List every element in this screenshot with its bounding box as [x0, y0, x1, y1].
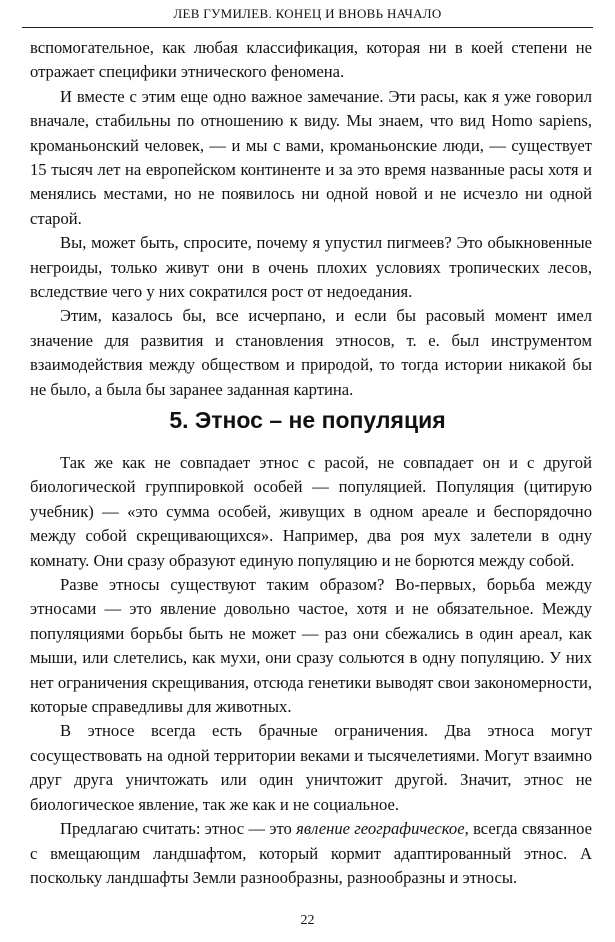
paragraph: Разве этносы существуют таким образом? Во-первых, борьба между этносами — это явление довольно частое, хотя и не обязательное. Между популяциями борьбы быть не может — раз они сбежались в один ареал, как мыши, или слетелись, как мухи, они сразу сольются в одну популяцию. У них нет ограничения скрещивания, отсюда генетики выводят свои закономерности, которые справедливы для животных. — [30, 575, 592, 717]
paragraph-text: , всегда связанное с вмещающим ландшафтом, который кормит адаптированный этнос. А поскольку ландшафты Земли разнообразны, разнообразны и этносы. — [30, 819, 593, 887]
paragraph-text: Предлагаю считать: этнос — это — [60, 819, 297, 839]
header-divider — [22, 27, 593, 28]
body-text-bottom — [30, 451, 592, 890]
page-number: 22 — [300, 913, 315, 928]
paragraph: В этносе всегда есть брачные ограничения. Два этноса могут сосуществовать на одной территории веками и тысячелетиями. Могут взаимно друг друга уничтожать или один уничтожит другой. Значит, этнос не биологическое явление, так же как и не социальное. — [30, 721, 592, 814]
section-heading: 5. Этнос – не популяция — [169, 407, 446, 433]
paragraph: Так же как не совпадает этнос с расой, не совпадает он и с другой биологической группировкой особей — популяцией. Популяция (цитирую учебник) — «это сумма особей, живущих в одном ареале и беспорядочно между собой скрещивающихся». Например, два роя мух залетели в одну комнату. Они сразу образуют единую популяцию и не борются между собой. — [30, 453, 592, 570]
paragraph: вспомогательное, как любая классификация, которая ни в коей степени не отражает специфики этнического феномена. — [30, 38, 592, 82]
paragraph: И вместе с этим еще одно важное замечание. Эти расы, как я уже говорил вначале, стабильны по отношению к виду. Мы знаем, что вид Homo sapiens, кроманьонский человек, — и мы с вами, кроманьонские люди, — существует 15 тысяч лет на европейском континенте и за это время названные расы хотя и менялись местами, но не появилось ни одной новой и не исчезло ни одной старой. — [30, 86, 592, 228]
paragraph: Вы, может быть, спросите, почему я упустил пигмеев? Это обыкновенные негроиды, только живут они в очень плохих условиях тропических лесов, вследствие чего у них сократился рост от недоедания. — [30, 233, 592, 302]
body-text-top — [30, 36, 592, 402]
paragraph: Этим, казалось бы, все исчерпано, и если бы расовый момент имел значение для развития и становления этносов, т. е. был инструментом взаимодействия между обществом и природой, то тогда истории никакой бы не было, а была бы заранее заданная картина. — [30, 306, 592, 399]
paragraph — [30, 817, 592, 890]
running-header: ЛЕВ ГУМИЛЕВ. КОНЕЦ И ВНОВЬ НАЧАЛО — [173, 6, 442, 21]
emphasized-term: явление географическое — [296, 819, 465, 839]
